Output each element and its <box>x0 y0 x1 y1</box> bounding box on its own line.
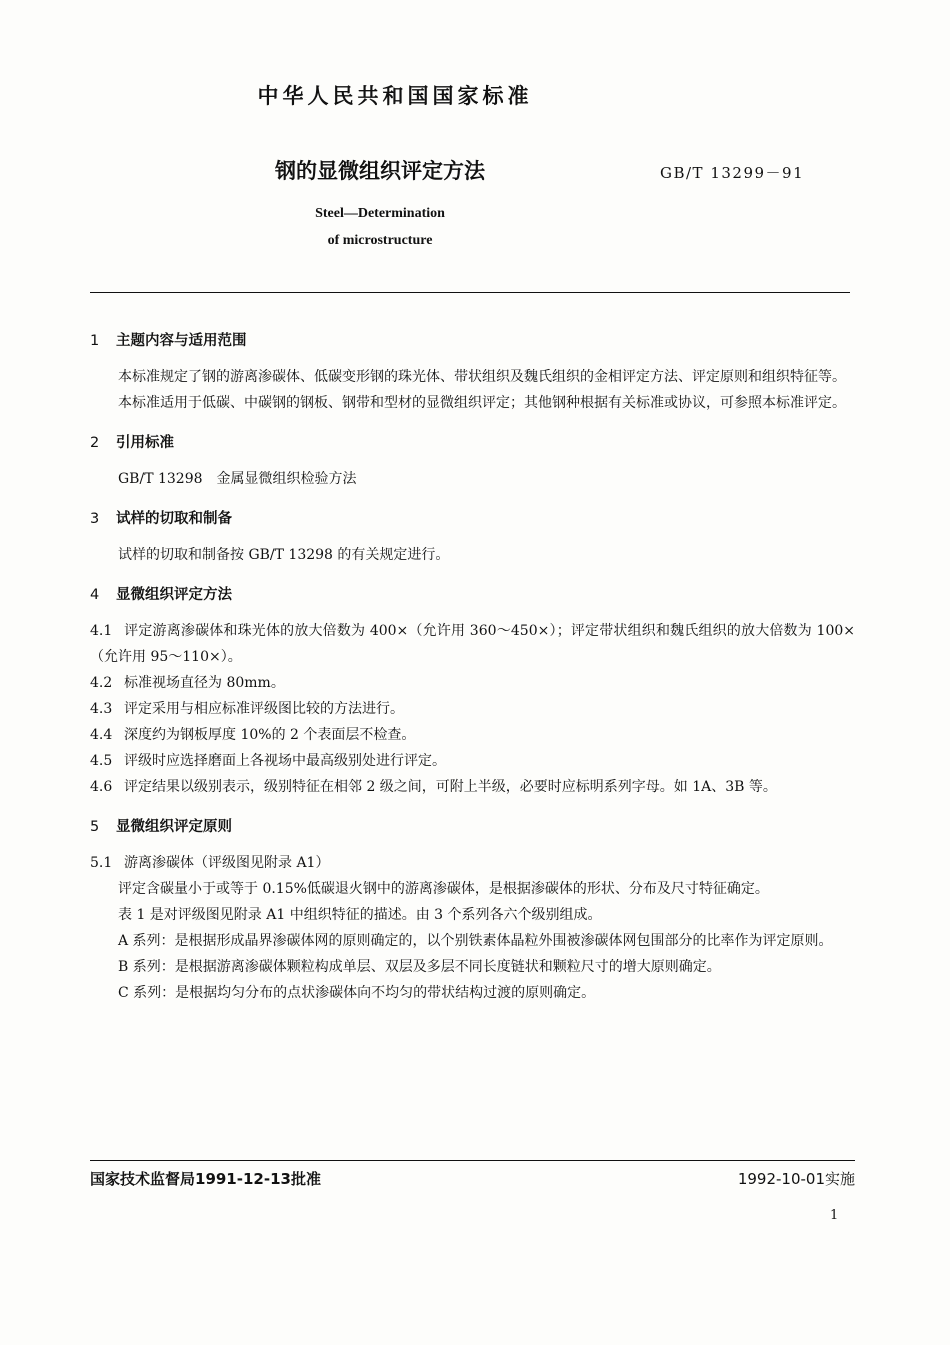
clause-number: 4.6 <box>90 779 113 795</box>
section-heading-2 <box>90 430 855 456</box>
clause-number: 5.1 <box>90 855 113 871</box>
clause-text: 评级时应选择磨面上各视场中最高级别处进行评定。 <box>124 753 446 769</box>
clause-number: 4.4 <box>90 727 113 743</box>
national-standard-heading: 中华人民共和国国家标准 <box>257 84 533 108</box>
section-title: 试样的切取和制备 <box>116 511 232 527</box>
section-heading-1 <box>90 328 855 354</box>
section-number: 3 <box>90 511 100 527</box>
clause-4-6 <box>90 774 855 800</box>
section-number: 2 <box>90 435 100 451</box>
bottom-divider <box>90 1160 855 1161</box>
paragraph: B 系列：是根据游离渗碳体颗粒构成单层、双层及多层不同长度链状和颗粒尺寸的增大原则确定。 <box>118 959 721 975</box>
section-heading-4 <box>90 582 855 608</box>
top-divider <box>90 292 850 293</box>
standard-code: GB/T 13299－91 <box>660 164 805 182</box>
english-title-line-1: Steel—Determination <box>315 206 445 221</box>
paragraph: 本标准适用于低碳、中碳钢的钢板、钢带和型材的显微组织评定；其他钢种根据有关标准或协议，可参照本标准评定。 <box>118 395 846 411</box>
page-number: 1 <box>830 1208 839 1223</box>
clause-number: 4.2 <box>90 675 113 691</box>
clause-4-4 <box>90 722 855 748</box>
section-heading-5 <box>90 814 855 840</box>
clause-4-5 <box>90 748 855 774</box>
clause-number: 4.3 <box>90 701 113 717</box>
effective-date: 1992-10-01实施 <box>737 1170 855 1188</box>
section-number: 5 <box>90 819 100 835</box>
section-title: 显微组织评定方法 <box>116 587 232 603</box>
clause-title: 游离渗碳体（评级图见附录 A1） <box>124 855 330 871</box>
clause-5-1 <box>90 850 855 876</box>
clause-text: 深度约为钢板厚度 10%的 2 个表面层不检查。 <box>124 727 416 743</box>
paragraph: 表 1 是对评级图见附录 A1 中组织特征的描述。由 3 个系列各六个级别组成。 <box>118 907 602 923</box>
clause-number: 4.1 <box>90 623 113 639</box>
clause-4-1 <box>90 618 855 670</box>
clause-number: 4.5 <box>90 753 113 769</box>
section-title: 引用标准 <box>116 435 174 451</box>
clause-text: 评定游离渗碳体和珠光体的放大倍数为 400×（允许用 360～450×）；评定带状组织和魏氏组织的放大倍数为 100×（允许用 95～110×）。 <box>90 623 855 665</box>
document-title: 钢的显微组织评定方法 <box>275 159 485 183</box>
paragraph: 评定含碳量小于或等于 0.15%低碳退火钢中的游离渗碳体，是根据渗碳体的形状、分布及尺寸特征确定。 <box>118 881 769 897</box>
clause-4-3 <box>90 696 855 722</box>
document-body <box>90 328 855 1006</box>
approval-line: 国家技术监督局1991-12-13批准 <box>90 1170 321 1188</box>
section-heading-3 <box>90 506 855 532</box>
section-number: 4 <box>90 587 100 603</box>
paragraph: A 系列：是根据形成晶界渗碳体网的原则确定的，以个别铁素体晶粒外围被渗碳体网包围部分的比率作为评定原则。 <box>118 933 833 949</box>
section-title: 显微组织评定原则 <box>116 819 232 835</box>
english-title-line-2: of microstructure <box>327 233 433 248</box>
section-number: 1 <box>90 333 100 349</box>
clause-4-2 <box>90 670 855 696</box>
clause-text: 标准视场直径为 80mm。 <box>124 675 285 691</box>
paragraph: 试样的切取和制备按 GB/T 13298 的有关规定进行。 <box>118 547 450 563</box>
paragraph: GB/T 13298 金属显微组织检验方法 <box>118 471 357 487</box>
clause-text: 评定结果以级别表示，级别特征在相邻 2 级之间，可附上半级，必要时应标明系列字母。如 1A、3B 等。 <box>124 779 777 795</box>
paragraph: C 系列：是根据均匀分布的点状渗碳体向不均匀的带状结构过渡的原则确定。 <box>118 985 596 1001</box>
paragraph: 本标准规定了钢的游离渗碳体、低碳变形钢的珠光体、带状组织及魏氏组织的金相评定方法、评定原则和组织特征等。 <box>118 369 846 385</box>
clause-text: 评定采用与相应标准评级图比较的方法进行。 <box>124 701 404 717</box>
section-title: 主题内容与适用范围 <box>116 333 247 349</box>
